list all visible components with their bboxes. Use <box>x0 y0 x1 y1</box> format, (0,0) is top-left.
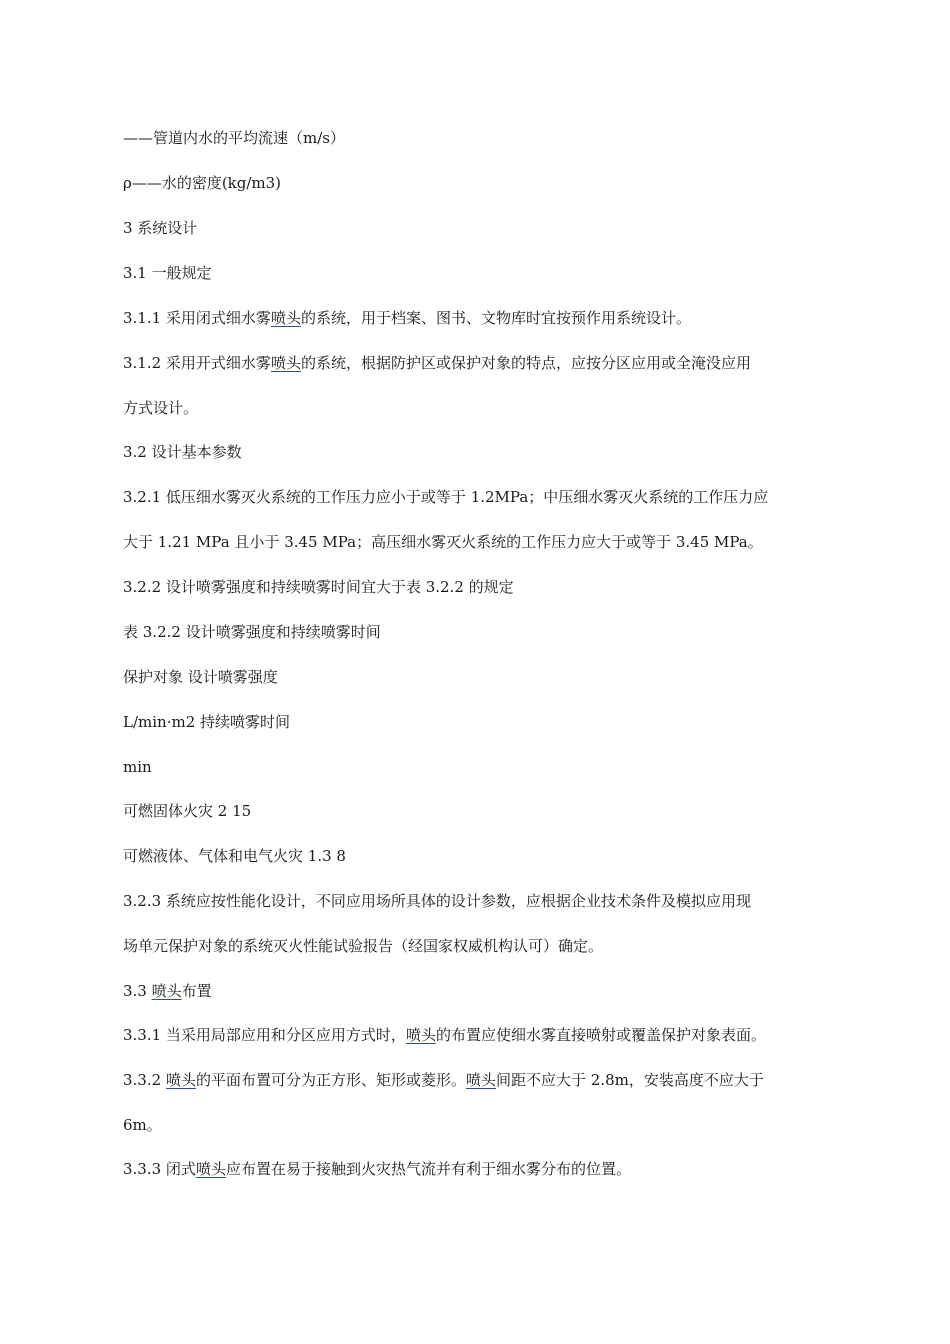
text-line-density <box>123 173 281 193</box>
section-title: 布置 <box>181 982 212 1000</box>
clause-text: 场单元保护对象的系统灭火性能试验报告（经国家权威机构认可）确定。 <box>123 937 604 955</box>
clause-text: 3.3.2 <box>123 1071 166 1089</box>
clause-text: 3.3.3 闭式 <box>123 1160 196 1178</box>
section-heading-3-2 <box>123 442 242 462</box>
nozzle-link[interactable]: 喷头 <box>465 1071 496 1089</box>
clause-3-3-1 <box>123 1025 766 1045</box>
clause-3-2-3 <box>123 891 751 911</box>
clause-3-1-2 <box>123 353 751 373</box>
clause-text: 方式设计。 <box>123 399 199 417</box>
clause-text: 3.1.1 采用闭式细水雾 <box>123 309 271 327</box>
section-heading-3-3 <box>123 981 212 1001</box>
section-title: 3.2 设计基本参数 <box>123 443 242 461</box>
table-header-text: min <box>123 758 152 776</box>
clause-3-1-2-cont <box>123 398 198 418</box>
nozzle-link[interactable]: 喷头 <box>270 309 301 327</box>
clause-3-2-2 <box>123 577 514 597</box>
nozzle-link[interactable]: 喷头 <box>151 982 182 1000</box>
table-row-text: 可燃液体、气体和电气火灾 1.3 8 <box>123 847 346 865</box>
table-header-text: 保护对象 设计喷雾强度 <box>123 668 278 686</box>
section-title: 3 系统设计 <box>123 219 198 237</box>
section-title: 3.1 一般规定 <box>123 264 212 282</box>
clause-text: 的系统，根据防护区或保护对象的特点，应按分区应用或全淹没应用 <box>300 354 751 372</box>
text-line-velocity <box>123 128 345 148</box>
section-title: 3.3 <box>123 982 152 1000</box>
clause-text: 大于 1.21 MPa 且小于 3.45 MPa；高压细水雾灭火系统的工作压力应大于或等于 3.45 MPa。 <box>123 533 763 551</box>
nozzle-link[interactable]: 喷头 <box>195 1160 226 1178</box>
table-header-row-cont <box>123 712 290 732</box>
clause-text: 的平面布置可分为正方形、矩形或菱形。 <box>195 1071 466 1089</box>
section-heading-3 <box>123 218 197 238</box>
nozzle-link[interactable]: 喷头 <box>270 354 301 372</box>
clause-text: 3.2.3 系统应按性能化设计，不同应用场所具体的设计参数，应根据企业技术条件及模拟应用现 <box>123 892 751 910</box>
density-definition: ρ——水的密度(kg/m3) <box>123 174 282 192</box>
clause-text: 应布置在易于接触到火灾热气流并有利于细水雾分布的位置。 <box>225 1160 631 1178</box>
clause-3-3-2-cont <box>123 1115 162 1135</box>
clause-text: 6m。 <box>123 1116 162 1134</box>
clause-text: 的布置应使细水雾直接喷射或覆盖保护对象表面。 <box>435 1026 766 1044</box>
clause-text: 的系统，用于档案、图书、文物库时宜按预作用系统设计。 <box>300 309 691 327</box>
velocity-definition: ——管道内水的平均流速（m/s） <box>123 129 345 147</box>
table-caption <box>123 622 381 642</box>
clause-text: 3.3.1 当采用局部应用和分区应用方式时， <box>123 1026 406 1044</box>
table-row <box>123 846 346 866</box>
clause-3-3-2 <box>123 1070 764 1090</box>
clause-text: 3.2.2 设计喷雾强度和持续喷雾时间宜大于表 3.2.2 的规定 <box>123 578 514 596</box>
nozzle-link[interactable]: 喷头 <box>405 1026 436 1044</box>
clause-text: 间距不应大于 2.8m，安装高度不应大于 <box>495 1071 764 1089</box>
table-header-text: L/min·m2 持续喷雾时间 <box>123 713 291 731</box>
section-heading-3-1 <box>123 263 212 283</box>
table-row <box>123 801 251 821</box>
clause-3-1-1 <box>123 308 691 328</box>
nozzle-link[interactable]: 喷头 <box>165 1071 196 1089</box>
table-row-text: 可燃固体火灾 2 15 <box>123 802 252 820</box>
table-caption-text: 表 3.2.2 设计喷雾强度和持续喷雾时间 <box>123 623 381 641</box>
clause-text: 3.2.1 低压细水雾灭火系统的工作压力应小于或等于 1.2MPa；中压细水雾灭火系统的工作压力应 <box>123 488 769 506</box>
clause-3-2-3-cont <box>123 936 603 956</box>
table-header-row <box>123 667 278 687</box>
clause-3-2-1-cont <box>123 532 763 552</box>
clause-3-2-1 <box>123 487 768 507</box>
table-header-unit <box>123 757 152 777</box>
clause-3-3-3 <box>123 1159 631 1179</box>
clause-text: 3.1.2 采用开式细水雾 <box>123 354 271 372</box>
